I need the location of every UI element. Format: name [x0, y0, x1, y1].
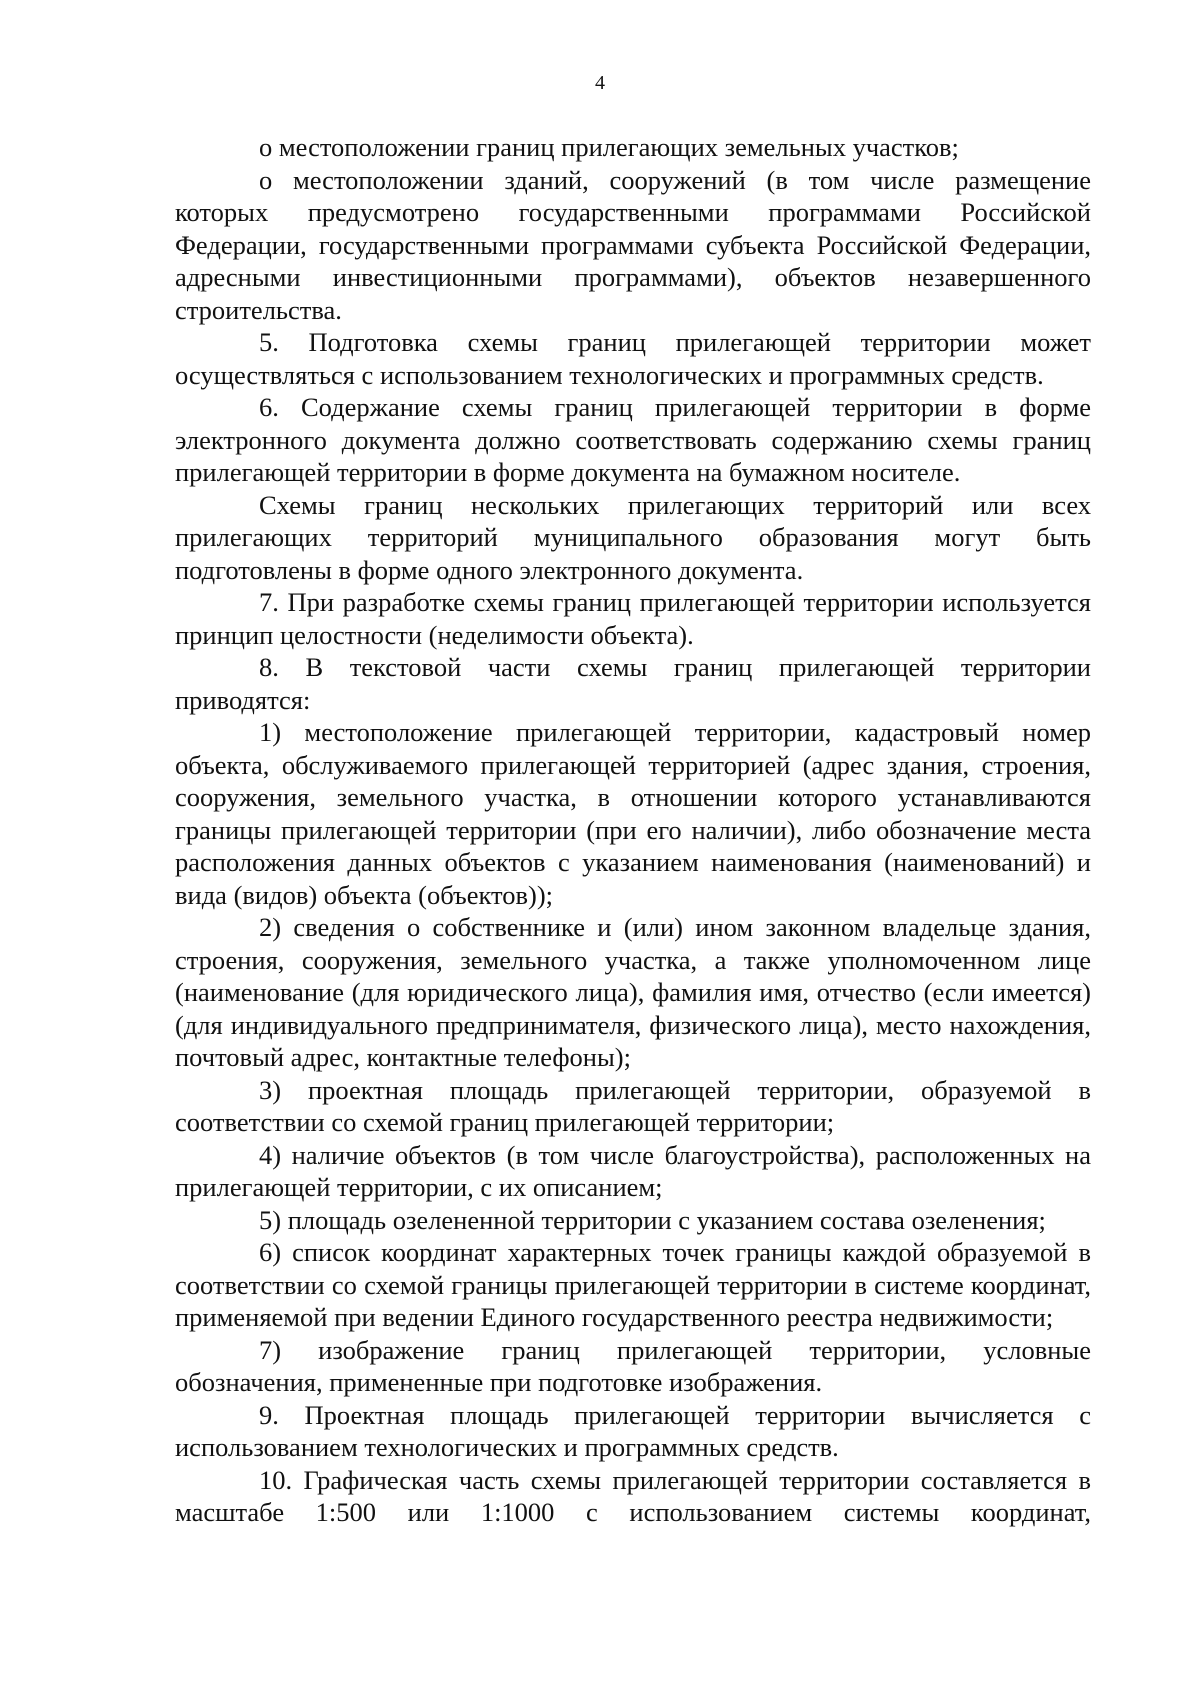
- list-item-6: 6) список координат характерных точек границы каждой образуемой в соответствии со схемой границы прилегающей территории в системе координат, применяемой при ведении Единого государственного реестра недвижимости;: [175, 1237, 1091, 1332]
- paragraph-item-5: 5. Подготовка схемы границ прилегающей территории может осуществляться с использованием технологических и программных средств.: [175, 327, 1091, 390]
- list-item-3: 3) проектная площадь прилегающей территории, образуемой в соответствии со схемой границ прилегающей территории;: [175, 1074, 1091, 1137]
- paragraph-multiple-schemes: Схемы границ нескольких прилегающих территорий или всех прилегающих территорий муниципального образования могут быть подготовлены в форме одного электронного документа.: [175, 489, 1091, 585]
- list-item-2: 2) сведения о собственнике и (или) ином законном владельце здания, строения, сооружения, земельного участка, а также уполномоченном лице (наименование (для юридического лица), фамилия имя, отчество (если имеется) (для индивидуального предпринимателя, физического лица), место нахождения, почтовый адрес, контактные телефоны);: [175, 912, 1091, 1072]
- paragraph-item-10: 10. Графическая часть схемы прилегающей территории составляется в масштабе 1:500 или 1:1000 с использованием системы координат,: [175, 1464, 1091, 1527]
- page-number: 4: [595, 72, 605, 94]
- list-item-5: 5) площадь озелененной территории с указанием состава озеленения;: [259, 1204, 1046, 1235]
- paragraph-item-6: 6. Содержание схемы границ прилегающей территории в форме электронного документа должно соответствовать содержанию схемы границ прилегающей территории в форме документа на бумажном носителе.: [175, 392, 1091, 487]
- paragraph-adjacent-land-plots: о местоположении границ прилегающих земельных участков;: [259, 132, 959, 162]
- paragraph-item-9: 9. Проектная площадь прилегающей территории вычисляется с использованием технологических и программных средств.: [175, 1399, 1091, 1462]
- list-item-7: 7) изображение границ прилегающей территории, условные обозначения, примененные при подготовке изображения.: [175, 1334, 1091, 1397]
- list-item-1: 1) местоположение прилегающей территории, кадастровый номер объекта, обслуживаемого прилегающей территорией (адрес здания, строения, сооружения, земельного участка, в отношении которого устанавливаются границы прилегающей территории (при его наличии), либо обозначение места расположения данных объектов с указанием наименования (наименований) и вида (видов) объекта (объектов));: [175, 717, 1091, 910]
- list-item-4: 4) наличие объектов (в том числе благоустройства), расположенных на прилегающей территории, с их описанием;: [175, 1139, 1091, 1202]
- paragraph-item-7: 7. При разработке схемы границ прилегающей территории используется принцип целостности (неделимости объекта).: [175, 587, 1091, 650]
- paragraph-item-8: 8. В текстовой части схемы границ прилегающей территории приводятся:: [175, 652, 1091, 715]
- document-body: [175, 131, 1091, 1529]
- paragraph-buildings-location: о местоположении зданий, сооружений (в том числе размещение которых предусмотрено государственными программами Российской Федерации, государственными программами субъекта Российской Федерации, адресными инвестиционными программами), объектов незавершенного строительства.: [175, 164, 1091, 325]
